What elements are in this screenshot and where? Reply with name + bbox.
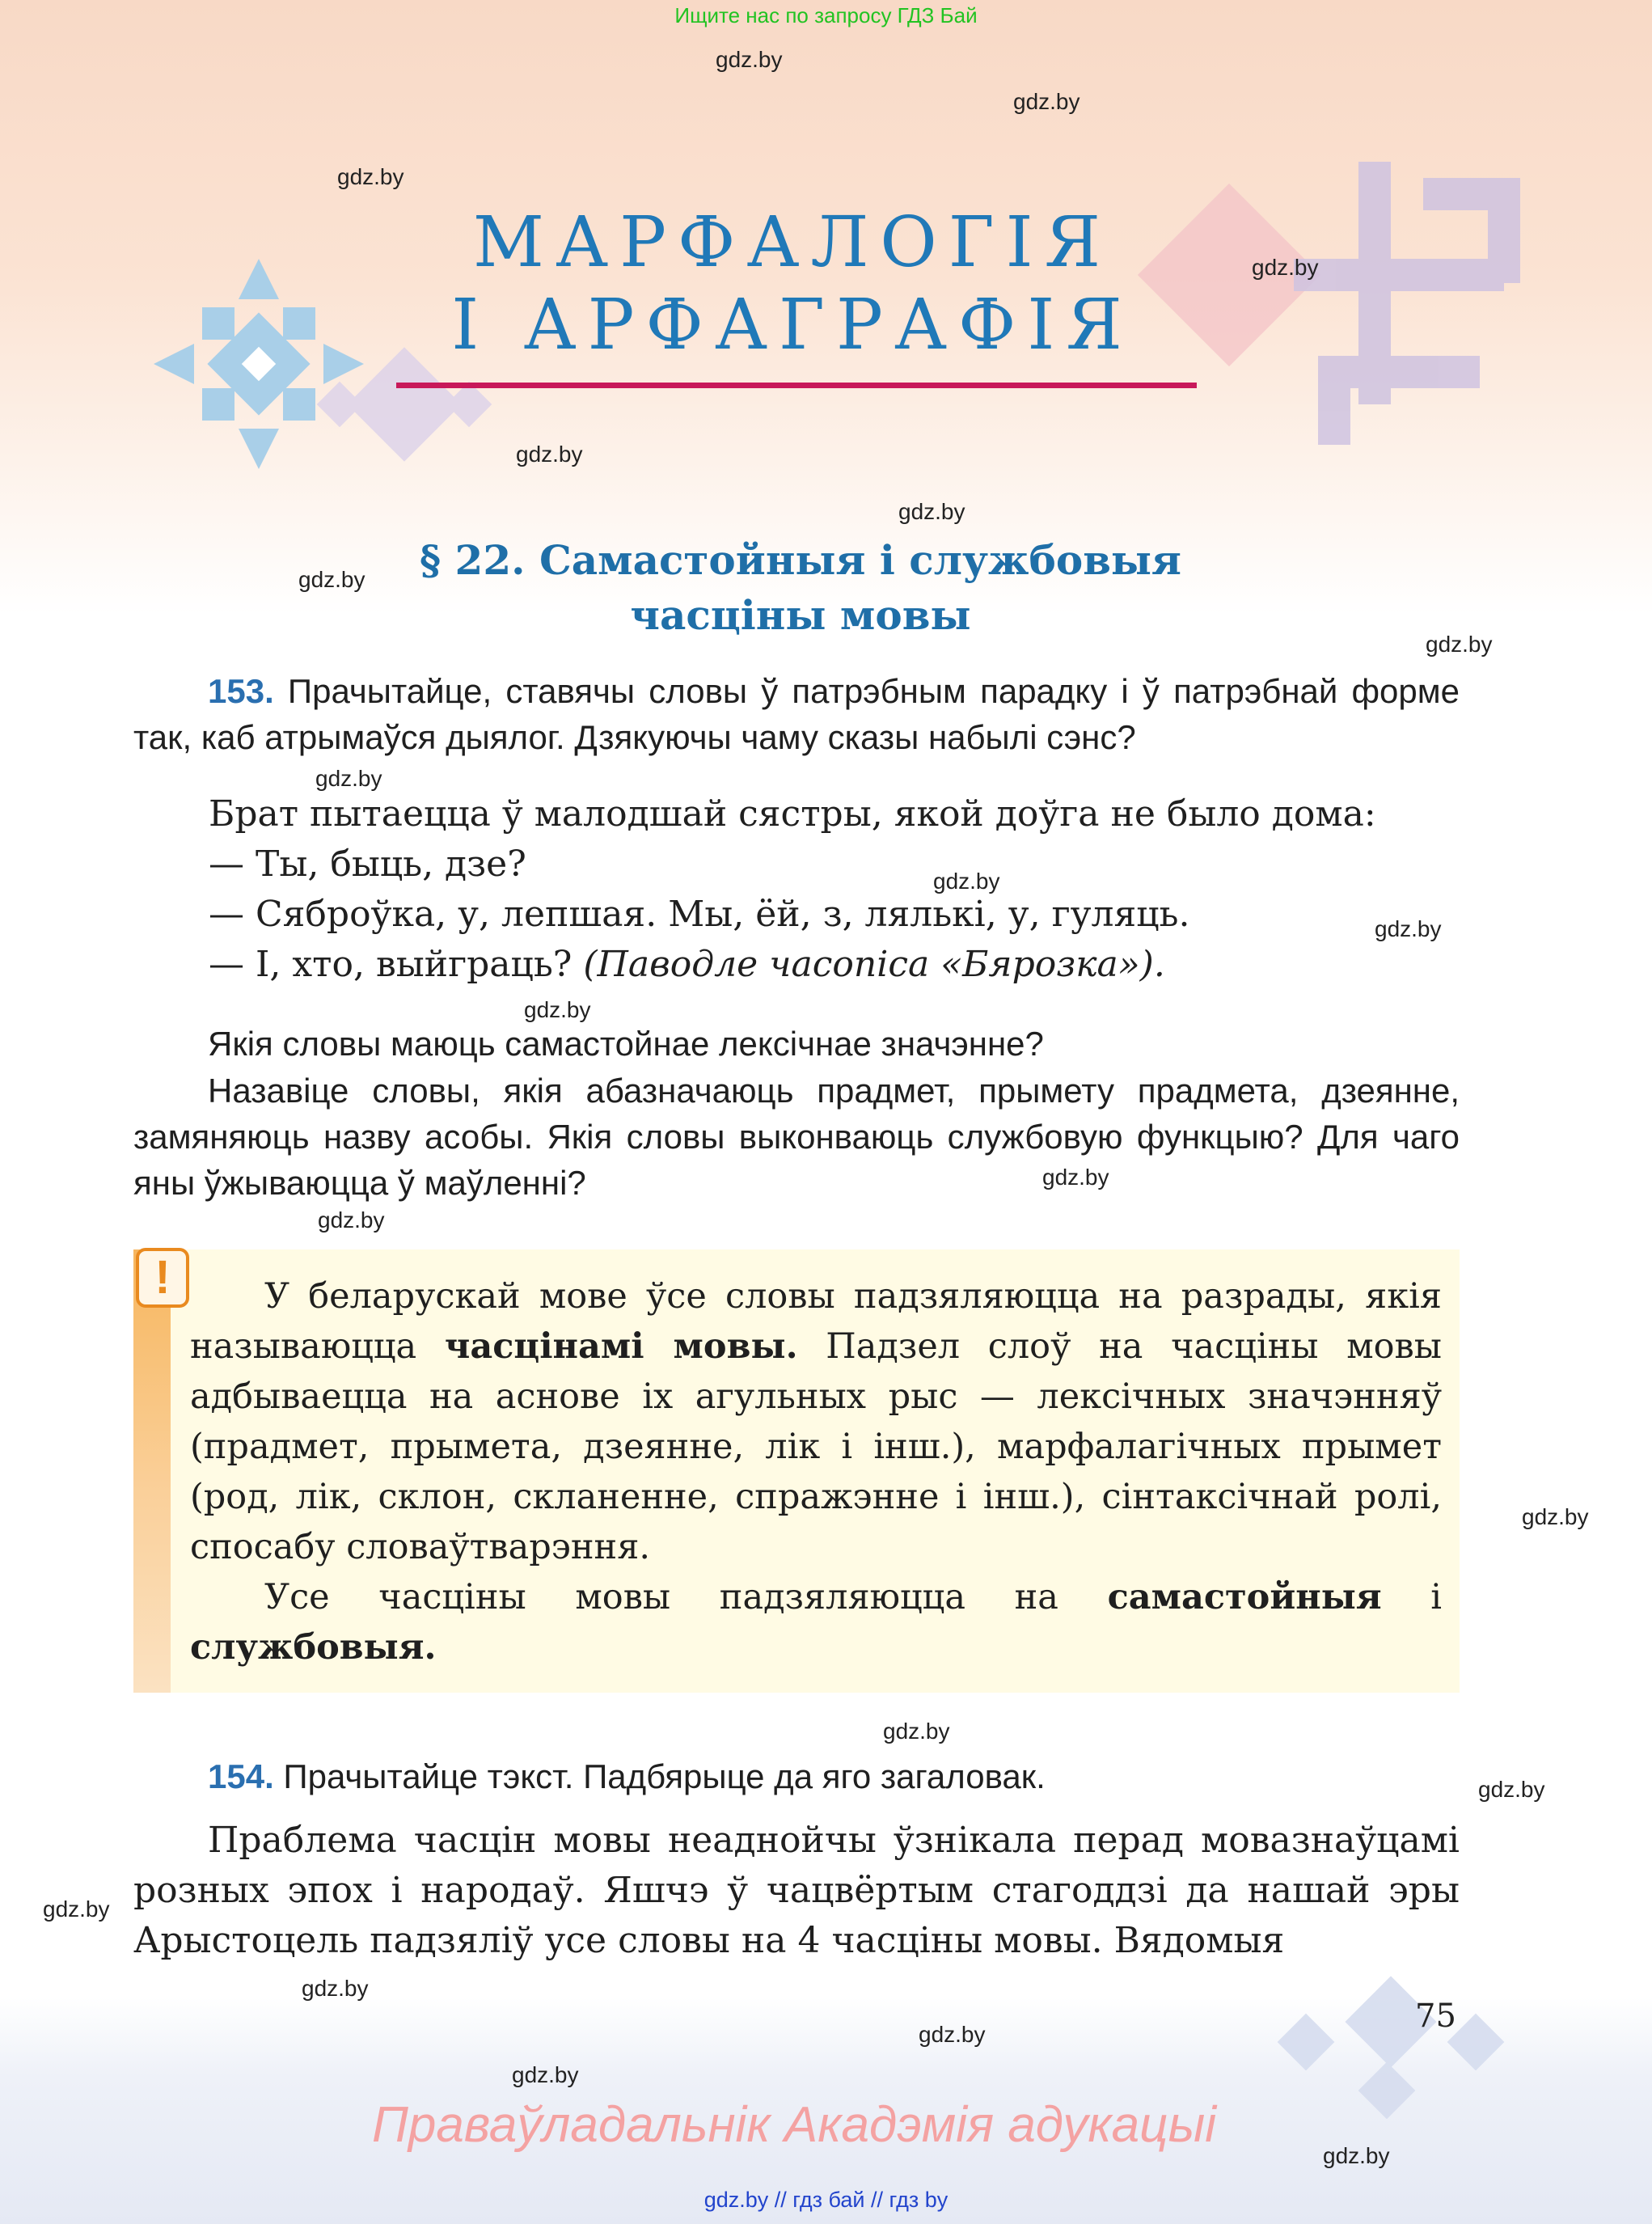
watermark: gdz.by <box>1522 1504 1589 1529</box>
watermark: gdz.by <box>1323 2143 1390 2168</box>
publisher-note: Праваўладальнік Акадэмія адукацыі <box>372 2097 1216 2153</box>
watermark: gdz.by <box>1252 255 1319 280</box>
watermark: gdz.by <box>1042 1165 1109 1190</box>
exercise-154-number: 154. <box>208 1757 274 1795</box>
watermark: gdz.by <box>516 442 583 467</box>
dialog-source: (Паводле часопіса «Бярозка»). <box>583 944 1165 985</box>
watermark: gdz.by <box>1478 1777 1545 1802</box>
rule-p2-start: Усе часціны мовы падзяляюцца на <box>264 1577 1108 1617</box>
exercise-154-text: Праблема часцін мовы неаднойчы ўзнікала перад мовазнаўцамі розных эпох і народаў. Яшчэ ў чацвёртым стагоддзі да нашай эры Арыстоцель падзяліў усе словы на 4 часціны мовы. Вядомыя <box>133 1820 1460 1961</box>
rule-paragraph-1 <box>190 1271 1442 1572</box>
footer-links[interactable]: gdz.by // гдз бай // гдз by <box>703 2188 949 2212</box>
chapter-title-line-1: МАРФАЛОГІЯ <box>472 202 1113 283</box>
dialog-block <box>209 789 1470 990</box>
dialog-line: Брат пытаецца ў малодшай сястры, якой доўга не было дома: <box>209 793 1376 835</box>
watermark: gdz.by <box>315 766 382 791</box>
exclamation-icon: ! <box>136 1248 189 1308</box>
rule-box-stripe <box>133 1249 171 1693</box>
watermark: gdz.by <box>883 1719 950 1744</box>
watermark: gdz.by <box>524 997 591 1022</box>
rule-text <box>190 1271 1442 1672</box>
watermark: gdz.by <box>337 164 404 189</box>
exercise-153-task-text: Прачытайце, ставячы словы ў патрэбным парадку і ў патрэбнай форме так, каб атрымаўся дыялог. Дзякуючы чаму сказы набылі сэнс? <box>133 672 1460 756</box>
watermark: gdz.by <box>1375 916 1442 941</box>
ornament-bottom-icon <box>1261 1957 1520 2119</box>
exercise-153-task <box>133 668 1460 760</box>
dialog-line-text: — І, хто, выйграць? <box>209 944 572 985</box>
exercise-153-number: 153. <box>208 672 274 710</box>
top-banner[interactable]: Ищите нас по запросу ГДЗ Бай <box>674 3 978 27</box>
watermark: gdz.by <box>933 869 1000 894</box>
section-heading-line-1: § 22. Самастойныя і службовыя <box>420 536 1181 584</box>
watermark: gdz.by <box>1426 632 1493 657</box>
watermark: gdz.by <box>318 1207 385 1233</box>
watermark: gdz.by <box>716 47 783 72</box>
rule-term-independent: самастойныя <box>1107 1577 1382 1617</box>
rule-p1-end: Падзел слоў на часціны мовы адбываецца на аснове іх агульных рыс — лексічных значэнняў (прадмет, прымета, дзеянне, лік і інш.), марфалагічных прымет (род, лік, склон, скланенне, спражэнне і інш.), сінтаксічнай ролі, спосабу словаўтварэння. <box>190 1326 1442 1567</box>
watermark: gdz.by <box>919 2022 986 2047</box>
exercise-154-task <box>133 1753 1460 1799</box>
dialog-line: — Сяброўка, у, лепшая. Мы, ёй, з, лялькі, у, гуляць. <box>209 894 1190 935</box>
watermark: gdz.by <box>1013 89 1080 114</box>
exercise-154-task-text: Прачытайце тэкст. Падбярыце да яго загаловак. <box>283 1757 1046 1795</box>
rule-term-auxiliary: службовыя. <box>190 1627 437 1668</box>
dialog-line <box>209 940 1470 990</box>
rule-p1-start: У беларускай мове ўсе словы падзяляюцца на разрады, якія называюцца <box>190 1276 1442 1367</box>
rule-term-parts-of-speech: часцінамі мовы. <box>444 1326 798 1367</box>
exercise-153-question-1: Якія словы маюць самастойнае лексічнае значэнне? <box>208 1025 1044 1063</box>
exercise-153-question-2: Назавіце словы, якія абазначаюць прадмет, прымету прадмета, дзеянне, замяняюць назву асобы. Якія словы выконваюць службовую функцыю? Для чаго яны ўжываюцца ў маўленні? <box>133 1072 1460 1202</box>
dialog-line: — Ты, быць, дзе? <box>209 844 526 885</box>
rule-paragraph-2 <box>190 1572 1442 1672</box>
title-underline <box>396 383 1197 388</box>
section-heading-line-2: часціны мовы <box>630 591 971 639</box>
page-number: 75 <box>1415 1998 1456 2035</box>
watermark: gdz.by <box>43 1896 110 1922</box>
watermark: gdz.by <box>302 1976 369 2001</box>
watermark: gdz.by <box>298 567 365 592</box>
watermark: gdz.by <box>898 499 965 524</box>
rule-p2-mid: і <box>1381 1577 1443 1617</box>
watermark: gdz.by <box>512 2062 579 2087</box>
chapter-title-line-2: І АРФАГРАФІЯ <box>451 285 1134 366</box>
